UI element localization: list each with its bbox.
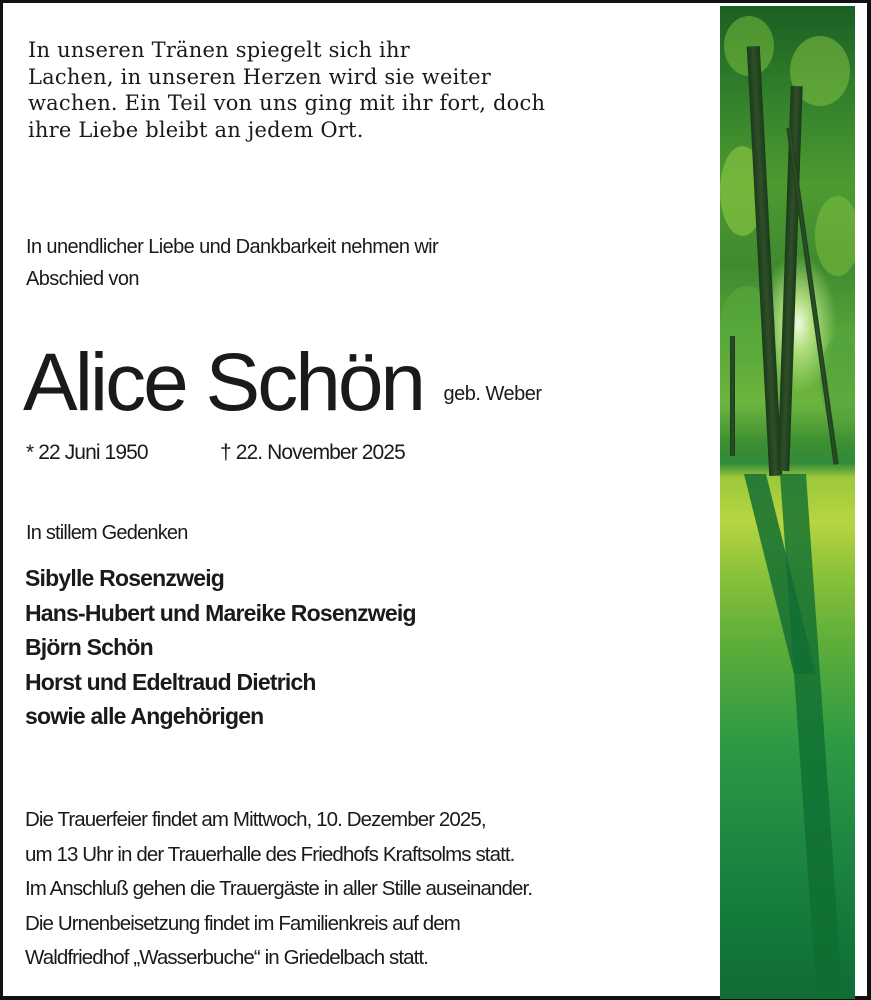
intro-line: Abschied von [26, 268, 139, 290]
foliage-decoration [815, 196, 855, 276]
tree-trunk [730, 336, 735, 456]
farewell-intro [26, 231, 438, 295]
death-date: † 22. November 2025 [220, 441, 405, 464]
mourner-name: Hans-Hubert und Mareike Rosenzweig [25, 599, 416, 626]
mourners-list [25, 561, 416, 734]
memorial-verse [28, 37, 668, 143]
service-line: Waldfriedhof „Wasserbuche“ in Griedelbach statt. [25, 946, 429, 969]
tree-shadow [780, 474, 844, 999]
service-line: um 13 Uhr in der Trauerhalle des Friedhofs Kraftsolms statt. [25, 842, 515, 866]
service-line: Die Trauerfeier findet am Mittwoch, 10. Dezember 2025, [25, 808, 486, 831]
funeral-service-details [25, 803, 532, 976]
verse-line: In unseren Tränen spiegelt sich ihr [28, 38, 410, 62]
service-line: Die Urnenbeisetzung findet im Familienkreis auf dem [25, 911, 460, 935]
intro-line: In unendlicher Liebe und Dankbarkeit nehmen wir [26, 236, 439, 258]
deceased-name-row [23, 338, 542, 428]
tree-trunk [747, 46, 782, 476]
mourner-name: Björn Schön [25, 634, 153, 660]
verse-line: wachen. Ein Teil von uns ging mit ihr fort, doch [28, 91, 546, 115]
mourner-name: Sibylle Rosenzweig [25, 565, 225, 591]
maiden-name: geb. Weber [443, 383, 542, 405]
mourners-label: In stillem Gedenken [26, 522, 188, 544]
service-line: Im Anschluß gehen die Trauergäste in aller Stille auseinander. [25, 877, 533, 900]
mourner-name: sowie alle Angehörigen [25, 703, 264, 729]
deceased-name: Alice Schön [23, 337, 424, 428]
verse-line: Lachen, in unseren Herzen wird sie weiter [28, 64, 492, 89]
mourner-name: Horst und Edeltraud Dietrich [25, 668, 316, 695]
birth-date: * 22 Juni 1950 [26, 441, 148, 464]
trees-in-sunlit-park-image [720, 6, 855, 999]
verse-line: ihre Liebe bleibt an jedem Ort. [28, 117, 364, 142]
